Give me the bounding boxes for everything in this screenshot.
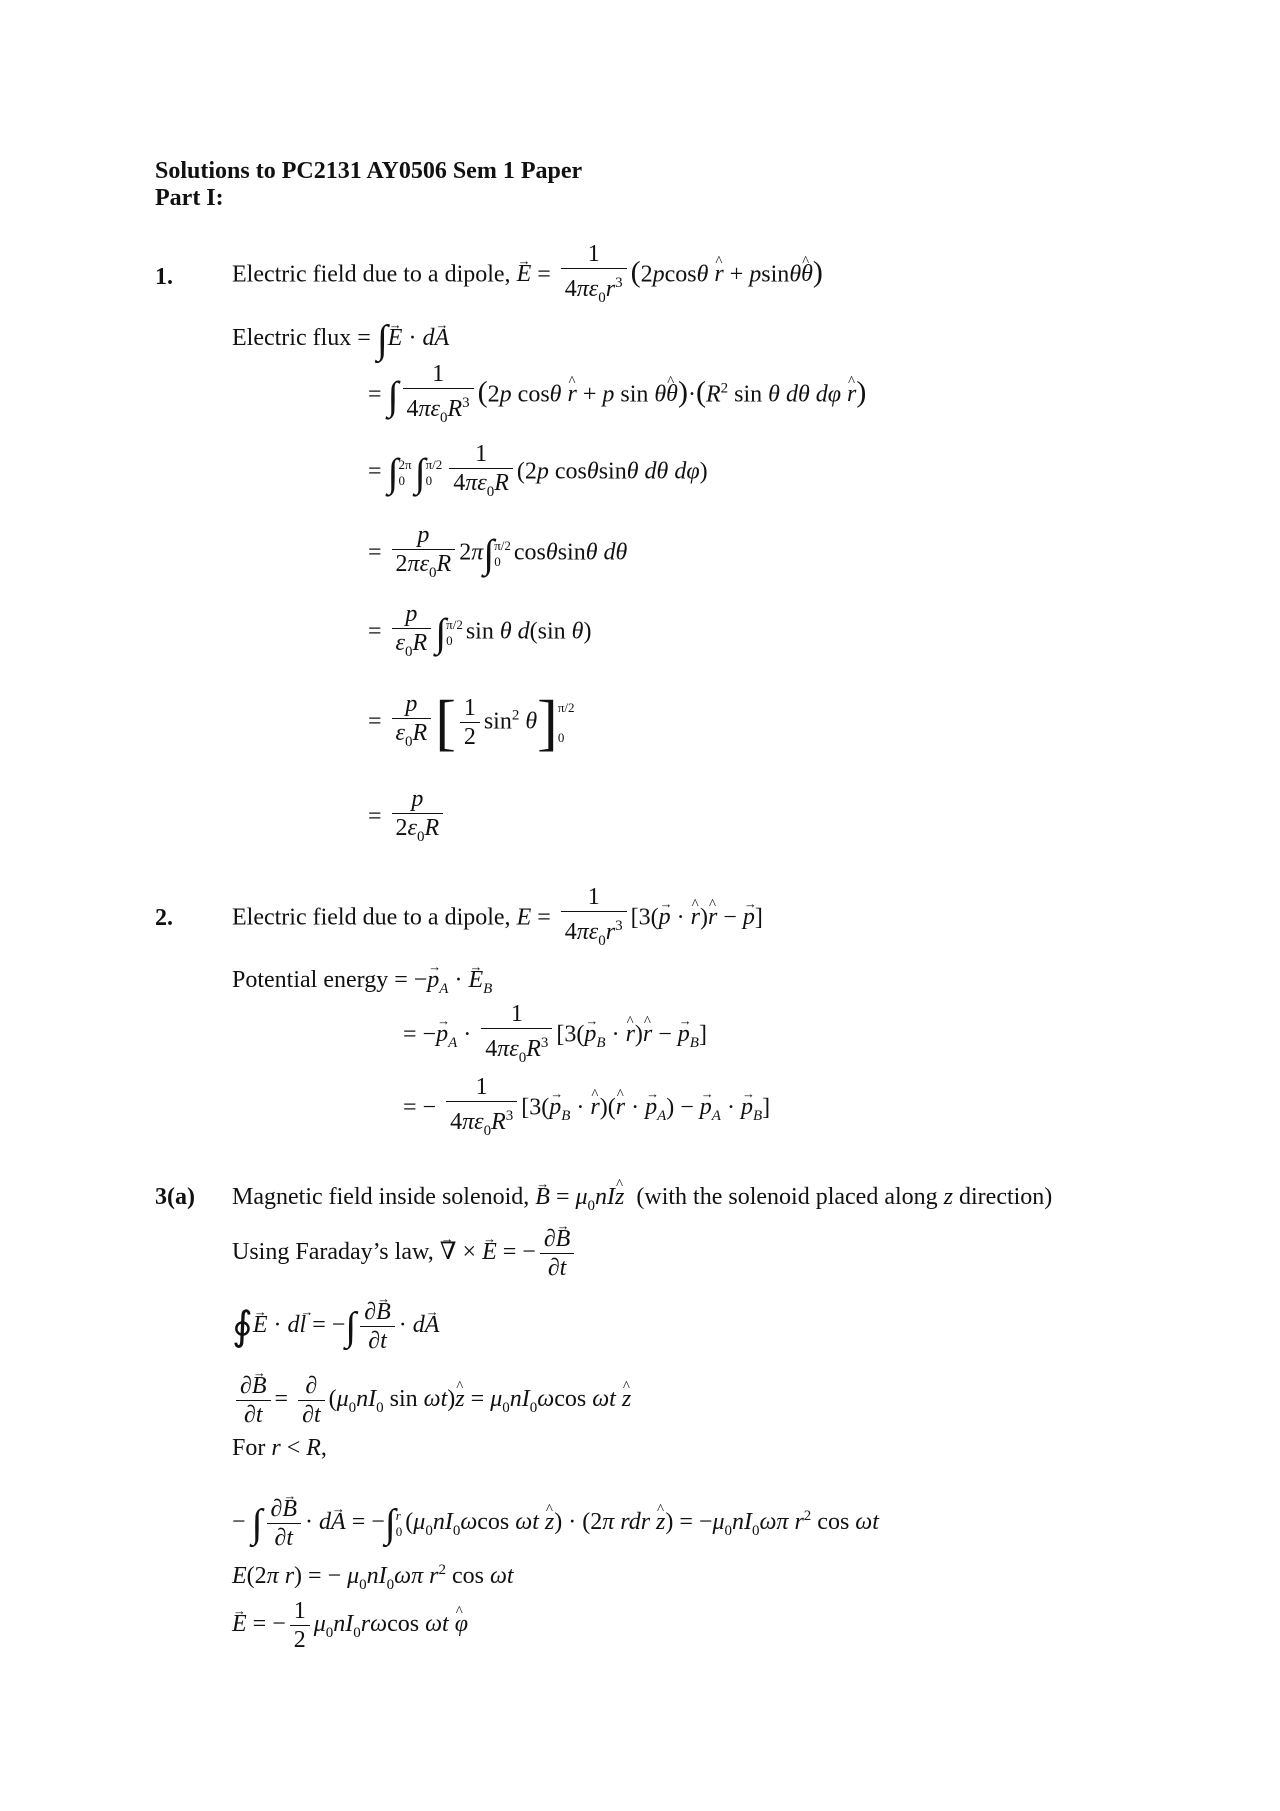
q2-step-1: = −→ $p_A$ · $\frac{1}{4\pi\varepsilon_0R^3}$ [$3(\to p_B$ · ^ r)^ r − → $p_B$] <box>403 1000 707 1072</box>
q1-step-2: = ∫ 2π 0 ∫ π/2 0 $\frac{1}{4\pi\varepsilon_0R}$ (2p cosθsinθ dθ dφ) <box>368 441 708 500</box>
q3a-solenoid-field: Magnetic field inside solenoid, → $B = \mu_0nI\^{}$ z (with the solenoid placed along z direction) <box>232 1182 1052 1221</box>
q3a-integral-form: ∮→ E · d→ l = −∫ $\frac{\partial\to B}{\partial t}$ · d→ A <box>232 1298 439 1355</box>
q3a-loop-result: E(2π r) = − $\mu_0nI_0\omega\pi$ $r^2$ cos ωt <box>232 1562 514 1593</box>
q3a-case-text: For <box>232 1435 266 1461</box>
q2-dipole-field-equation: Electric field due to a dipole, E = $\frac{1}{4\pi\varepsilon_0r^3}$ [3(→ p · ^ r)^ r − → p] <box>232 883 763 955</box>
q1-step-4: = $\frac{p}{\varepsilon_0R}$ ∫ π/2 0 sin θ d(sin θ) <box>368 601 592 660</box>
q1-flux-label: Electric flux <box>232 325 352 351</box>
q2-pe-line: Potential energy = −→ $p_A$ · → $E_B$ <box>232 965 492 1004</box>
q2-result: = − $\frac{1}{4\pi\varepsilon_0R^3}$ [$3(\to p_B$ · ^ r)(^ r · → $p_A$) − → $p_A$ · → $p_B$] <box>403 1073 770 1145</box>
q2-intro-text: Electric field due to a dipole, <box>232 904 511 931</box>
q1-step-1: = ∫ $\frac{1}{4\pi\varepsilon_0R^3}$ (2p cosθ ^ r + p sin θ^ $\theta)\cdot(R^2$ sin θ dθ dφ ^ r) <box>368 360 866 432</box>
q3a-note-end: direction) <box>959 1184 1053 1210</box>
q3a-case-line: For r < R, <box>232 1435 327 1461</box>
q2-number: 2. <box>155 905 173 931</box>
q1-step-5: = $\frac{p}{\varepsilon_0R}$ [ $\frac{1}{2}$ $\sin^2 \theta$] π/2 0 <box>368 688 575 757</box>
part-heading: Part I: <box>155 185 224 211</box>
q3a-final-field: → E = − $\frac{1}{2}$ $\mu_0nI_0r\omega\cos$ ωt ^ φ <box>232 1597 468 1654</box>
q1-intro-text: Electric field due to a dipole, <box>232 261 511 288</box>
q3a-note-text: (with the solenoid placed along <box>636 1184 938 1210</box>
q3a-flux-integral: − ∫ $\frac{\partial\to B}{\partial t}$ · d→ A = −∫ r 0 ($\mu_0nI_0\omega\cos$ ωt ^ z) · (2π rdr ^ $z) = -\mu_0nI_0\omega\pi$ $r^2$ cos ωt <box>232 1495 879 1552</box>
q1-dipole-field-equation: Electric field due to a dipole, → E = $\frac{1}{4\pi\varepsilon_0r^3}$ (2pcosθ ^ r + psinθ^ θ) <box>232 240 823 312</box>
q3a-dBdt: $\frac{\partial\to B}{\partial t}$ = $\frac{\partial}{\partial t}$ ($\mu_0nI_0$ sin ωt)^ $z = \mu_0nI_0\omega\cos$ ωt ^ z <box>232 1372 631 1429</box>
q1-flux-line: Electric flux = ∫→ E · d→ A <box>232 323 449 354</box>
q1-result: = $\frac{p}{2\varepsilon_0R}$ <box>368 785 447 851</box>
q3a-faraday-line: Using Faraday’s law, → ∇ × → E = − $\frac{\partial\to B}{\partial t}$ <box>232 1225 578 1282</box>
q1-number: 1. <box>155 264 173 290</box>
q3a-faraday-text: Using Faraday’s law, <box>232 1239 434 1266</box>
q2-pe-label: Potential energy <box>232 967 389 993</box>
page-title: Solutions to PC2131 AY0506 Sem 1 Paper <box>155 158 583 184</box>
q1-step-3: = $\frac{p}{2\pi\varepsilon_0R}$ 2π∫ π/2 0 cosθsinθ dθ <box>368 522 628 581</box>
q3a-intro-text: Magnetic field inside solenoid, <box>232 1184 530 1210</box>
q3a-number: 3(a) <box>155 1184 195 1210</box>
q3a-note-z: z <box>943 1184 953 1210</box>
